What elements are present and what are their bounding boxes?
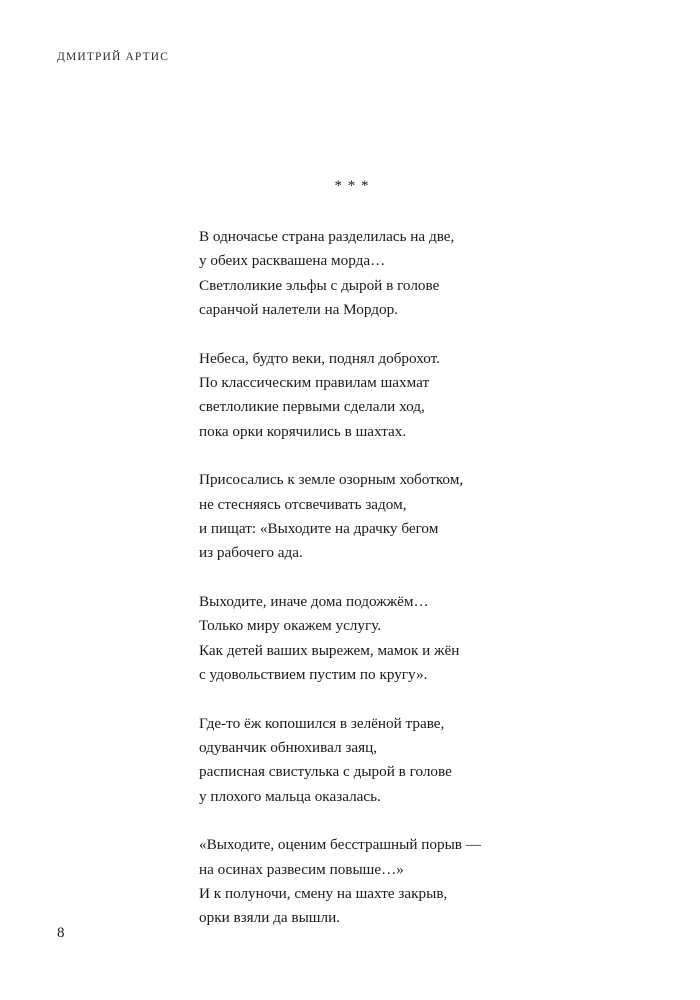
poem-line: Присосались к земле озорным хоботком, — [199, 471, 464, 489]
poem-line: В одночасье страна разделилась на две, — [199, 228, 455, 245]
stanza-1 — [199, 225, 619, 323]
poem-line: расписная свистулька с дырой в голове — [199, 763, 452, 781]
stanza-4 — [199, 590, 619, 688]
poem-line: пока орки корячились в шахтах. — [199, 422, 407, 440]
stanza-2 — [199, 347, 619, 445]
poem-line: Как детей ваших вырежем, мамок и жён — [199, 641, 460, 659]
poem-line: не стесняясь отсвечивать задом, — [199, 495, 407, 513]
poem-body — [199, 178, 619, 931]
poem-line: одуванчик обнюхивал заяц, — [199, 738, 378, 756]
poem-line: И к полуночи, смену на шахте закрыв, — [199, 884, 448, 902]
poem-line: Выходите, иначе дома подожжём… — [199, 592, 429, 610]
poem-line: «Выходите, оценим бесстрашный порыв — — [199, 836, 481, 854]
poem-line: саранчой налетели на Мордор. — [199, 301, 398, 319]
poem-line: Светлоликие эльфы с дырой в голове — [199, 276, 440, 294]
stanza-5 — [199, 712, 619, 810]
poem-line: у обеих расквашена морда… — [199, 252, 386, 270]
poem-line: на осинах развесим повыше…» — [199, 860, 404, 878]
running-head-author: ДМИТРИЙ АРТИС — [57, 51, 170, 63]
poem-separator-asterisks: * * * — [334, 178, 370, 194]
page-number: 8 — [57, 925, 65, 941]
poem-line: с удовольствием пустим по кругу». — [199, 666, 428, 684]
poem-line: Где-то ёж копошился в зелёной траве, — [199, 714, 445, 732]
poem-line: у плохого мальца оказалась. — [199, 787, 381, 805]
poem-line: Только миру окажем услугу. — [199, 617, 382, 635]
poem-line: Небеса, будто веки, поднял доброхот. — [199, 349, 440, 367]
stanza-6 — [199, 833, 619, 931]
poem-line: орки взяли да вышли. — [199, 909, 340, 927]
poem-line: и пищат: «Выходите на драчку бегом — [199, 520, 439, 538]
stanza-3 — [199, 468, 619, 566]
poem-line: из рабочего ада. — [199, 544, 303, 562]
poem-line: светлоликие первыми сделали ход, — [199, 398, 425, 416]
poem-line: По классическим правилам шахмат — [199, 374, 430, 392]
